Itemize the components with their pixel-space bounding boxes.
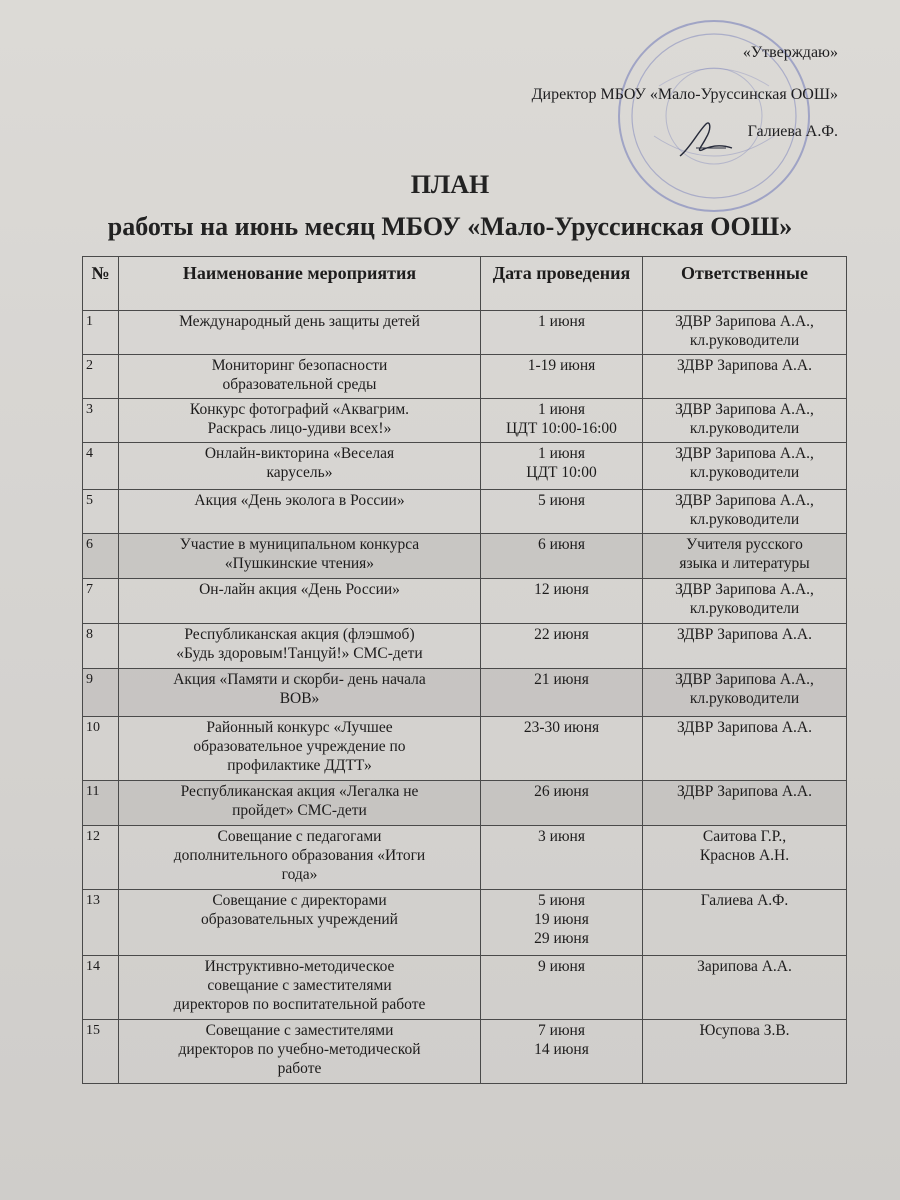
event-date-cell (481, 534, 643, 579)
responsible-line: ЗДВР Зарипова А.А. (677, 357, 812, 374)
responsible-cell (643, 956, 847, 1020)
responsible-line: кл.руководители (689, 511, 800, 528)
event-name-line: Районный конкурс «Лучшее (206, 719, 393, 736)
event-name-line: образовательной среды (222, 376, 377, 393)
director-line: Директор МБОУ «Мало-Уруссинская ООШ» (531, 86, 838, 103)
event-name-line: работе (277, 1060, 322, 1077)
table-row (83, 443, 847, 490)
event-date-line: ЦДТ 10:00-16:00 (506, 420, 617, 437)
event-date-cell (481, 956, 643, 1020)
event-name-cell (119, 443, 481, 490)
event-date-cell (481, 399, 643, 443)
event-name-cell (119, 956, 481, 1020)
event-name-cell (119, 399, 481, 443)
responsible-cell (643, 355, 847, 399)
table-row (83, 311, 847, 355)
row-number: 1 (83, 311, 119, 355)
event-name-line: карусель» (266, 464, 333, 481)
responsible-line: кл.руководители (689, 600, 800, 617)
responsible-line: Зарипова А.А. (697, 958, 792, 975)
responsible-line: Юсупова З.В. (699, 1022, 790, 1039)
event-date-line: 5 июня (538, 892, 585, 909)
event-date-cell (481, 1020, 643, 1084)
event-date-line: 29 июня (534, 930, 589, 947)
event-name-line: Инструктивно-методическое (204, 958, 395, 975)
header-date: Дата проведения (481, 257, 643, 311)
event-date-line: 23-30 июня (523, 719, 600, 736)
event-name-line: Акция «День эколога в России» (194, 492, 405, 509)
event-name-line: «Будь здоровым!Танцуй!» СМС-дети (176, 645, 423, 662)
table-row (83, 1020, 847, 1084)
event-name-line: Конкурс фотографий «Аквагрим. (189, 401, 410, 418)
header-event-name: Наименование мероприятия (119, 257, 481, 311)
responsible-cell (643, 1020, 847, 1084)
event-date-line: 1-19 июня (527, 357, 596, 374)
event-date-cell (481, 311, 643, 355)
event-date-cell (481, 781, 643, 826)
signatory-name: Галиева А.Ф. (747, 123, 838, 140)
event-name-line: Он-лайн акция «День России» (199, 581, 400, 598)
event-name-cell (119, 826, 481, 890)
responsible-cell (643, 490, 847, 534)
responsible-line: кл.руководители (689, 332, 800, 349)
header-number: № (83, 257, 119, 311)
row-number: 2 (83, 355, 119, 399)
event-date-line: 6 июня (538, 536, 585, 553)
responsible-line: ЗДВР Зарипова А.А., (675, 445, 814, 462)
event-date-cell (481, 717, 643, 781)
row-number: 14 (83, 956, 119, 1020)
event-date-line: 12 июня (534, 581, 589, 598)
page-title: ПЛАН (410, 170, 490, 199)
responsible-line: ЗДВР Зарипова А.А., (675, 581, 814, 598)
event-date-cell (481, 579, 643, 624)
responsible-line: ЗДВР Зарипова А.А. (677, 626, 812, 643)
approve-label: «Утверждаю» (742, 44, 838, 61)
responsible-cell (643, 890, 847, 956)
event-name-line: Совещание с педагогами (217, 828, 382, 845)
row-number: 13 (83, 890, 119, 956)
event-date-line: 14 июня (534, 1041, 589, 1058)
row-number: 5 (83, 490, 119, 534)
table-row (83, 717, 847, 781)
event-name-line: Раскрась лицо-удиви всех!» (207, 420, 392, 437)
responsible-cell (643, 579, 847, 624)
event-name-cell (119, 669, 481, 717)
responsible-line: языка и литературы (679, 555, 810, 572)
table-row (83, 490, 847, 534)
event-name-cell (119, 1020, 481, 1084)
row-number: 4 (83, 443, 119, 490)
event-name-line: Акция «Памяти и скорби- день начала (173, 671, 426, 688)
event-name-line: образовательное учреждение по (193, 738, 406, 755)
responsible-cell (643, 399, 847, 443)
event-name-line: директоров по учебно-методической (178, 1041, 421, 1058)
event-date-line: 1 июня (538, 401, 585, 418)
event-date-cell (481, 669, 643, 717)
event-name-cell (119, 890, 481, 956)
event-name-line: года» (281, 866, 318, 883)
header-responsible: Ответственные (643, 257, 847, 311)
responsible-line: кл.руководители (689, 420, 800, 437)
event-date-cell (481, 355, 643, 399)
page-subtitle: работы на июнь месяц МБОУ «Мало-Уруссинская ООШ» (107, 212, 793, 241)
event-date-cell (481, 443, 643, 490)
event-name-line: директоров по воспитательной работе (173, 996, 426, 1013)
event-date-line: 3 июня (538, 828, 585, 845)
event-name-cell (119, 490, 481, 534)
event-name-line: Онлайн-викторина «Веселая (204, 445, 395, 462)
row-number: 3 (83, 399, 119, 443)
event-name-line: Республиканская акция «Легалка не (180, 783, 419, 800)
responsible-line: Краснов А.Н. (699, 847, 790, 864)
event-date-cell (481, 490, 643, 534)
responsible-cell (643, 669, 847, 717)
event-date-line: 5 июня (538, 492, 585, 509)
event-date-cell (481, 890, 643, 956)
director-signature (676, 118, 736, 160)
responsible-cell (643, 624, 847, 669)
event-date-line: 1 июня (538, 313, 585, 330)
responsible-line: ЗДВР Зарипова А.А., (675, 492, 814, 509)
responsible-line: кл.руководители (689, 464, 800, 481)
table-row (83, 534, 847, 579)
responsible-line: ЗДВР Зарипова А.А. (677, 719, 812, 736)
responsible-cell (643, 534, 847, 579)
event-name-line: Совещание с директорами (212, 892, 387, 909)
row-number: 10 (83, 717, 119, 781)
row-number: 7 (83, 579, 119, 624)
row-number: 15 (83, 1020, 119, 1084)
responsible-cell (643, 443, 847, 490)
event-name-line: Мониторинг безопасности (211, 357, 388, 374)
table-row (83, 624, 847, 669)
responsible-line: Саитова Г.Р., (702, 828, 787, 845)
event-date-line: 7 июня (538, 1022, 585, 1039)
row-number: 12 (83, 826, 119, 890)
event-date-line: 1 июня (538, 445, 585, 462)
event-name-line: Участие в муниципальном конкурса (179, 536, 420, 553)
table-row (83, 669, 847, 717)
table-header-row (83, 257, 847, 311)
event-name-line: Совещание с заместителями (205, 1022, 394, 1039)
events-table (82, 256, 847, 1084)
responsible-cell (643, 717, 847, 781)
event-date-cell (481, 624, 643, 669)
event-name-line: дополнительного образования «Итоги (173, 847, 426, 864)
responsible-line: ЗДВР Зарипова А.А. (677, 783, 812, 800)
table-row (83, 781, 847, 826)
event-name-cell (119, 534, 481, 579)
event-name-cell (119, 355, 481, 399)
table-row (83, 956, 847, 1020)
row-number: 11 (83, 781, 119, 826)
responsible-cell (643, 311, 847, 355)
table-row (83, 890, 847, 956)
table-row (83, 355, 847, 399)
event-name-line: образовательных учреждений (201, 911, 398, 928)
responsible-line: Галиева А.Ф. (700, 892, 789, 909)
event-name-line: пройдет» СМС-дети (232, 802, 367, 819)
event-date-line: 9 июня (538, 958, 585, 975)
responsible-line: ЗДВР Зарипова А.А., (675, 313, 814, 330)
row-number: 9 (83, 669, 119, 717)
responsible-line: ЗДВР Зарипова А.А., (675, 671, 814, 688)
responsible-line: Учителя русского (686, 536, 803, 553)
event-date-line: ЦДТ 10:00 (526, 464, 597, 481)
event-date-line: 19 июня (534, 911, 589, 928)
responsible-cell (643, 781, 847, 826)
row-number: 6 (83, 534, 119, 579)
event-name-cell (119, 624, 481, 669)
responsible-line: ЗДВР Зарипова А.А., (675, 401, 814, 418)
event-date-cell (481, 826, 643, 890)
row-number: 8 (83, 624, 119, 669)
event-name-line: Республиканская акция (флэшмоб) (184, 626, 415, 643)
event-name-line: совещание с заместителями (207, 977, 392, 994)
event-date-line: 22 июня (534, 626, 589, 643)
table-row (83, 399, 847, 443)
responsible-cell (643, 826, 847, 890)
event-name-cell (119, 579, 481, 624)
table-row (83, 826, 847, 890)
event-name-line: «Пушкинские чтения» (224, 555, 375, 572)
event-name-line: ВОВ» (279, 690, 320, 707)
event-date-line: 21 июня (534, 671, 589, 688)
responsible-line: кл.руководители (689, 690, 800, 707)
event-name-line: профилактике ДДТТ» (227, 757, 372, 774)
event-name-line: Международный день защиты детей (179, 313, 420, 330)
event-date-line: 26 июня (534, 783, 589, 800)
table-row (83, 579, 847, 624)
event-name-cell (119, 781, 481, 826)
event-name-cell (119, 717, 481, 781)
event-name-cell (119, 311, 481, 355)
